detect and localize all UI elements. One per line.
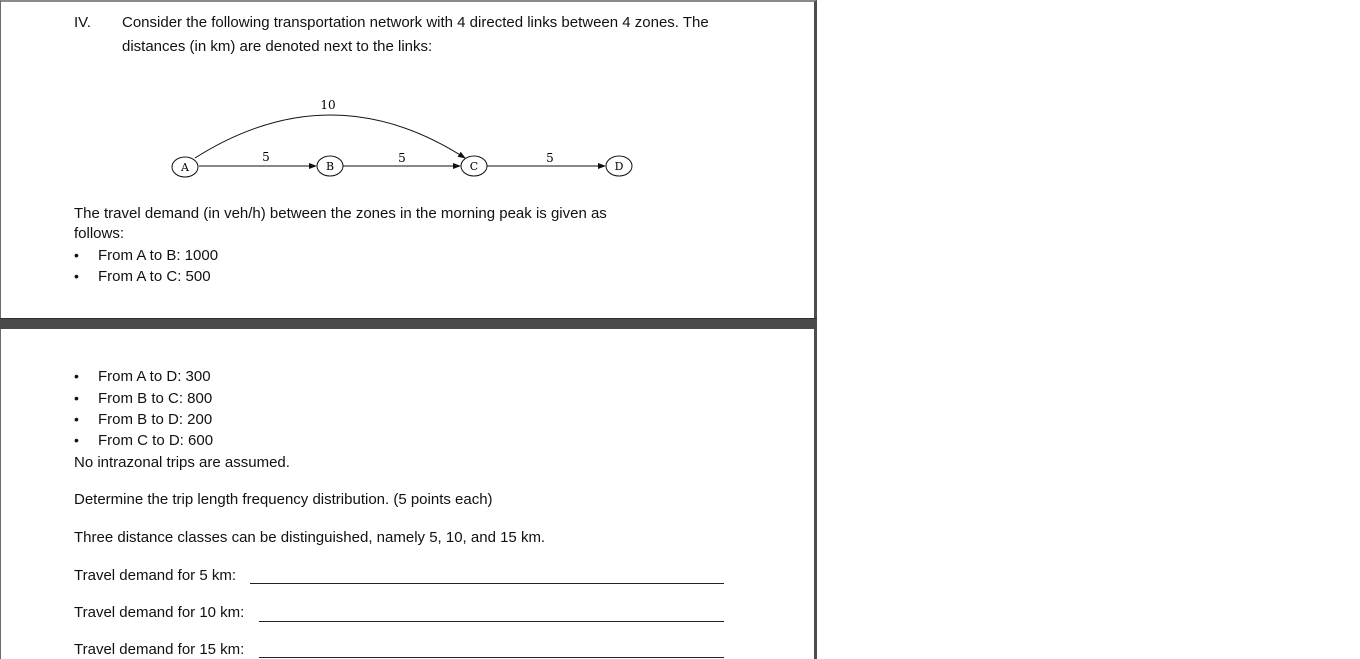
question-text-line-2: distances (in km) are denoted next to the links: (122, 38, 433, 55)
network-diagram (161, 92, 641, 192)
node-b-label: B (325, 160, 335, 173)
demand-item: From C to D: 600 (98, 432, 214, 449)
bullet-icon: • (74, 432, 79, 448)
intrazonal-note: No intrazonal trips are assumed. (74, 454, 290, 471)
page-1 (0, 0, 817, 318)
demand-intro-line-1: The travel demand (in veh/h) between the zones in the morning peak is given as (74, 205, 607, 222)
demand-item: From A to D: 300 (98, 368, 211, 385)
link-a-c-label: 10 (320, 98, 336, 112)
answer-blank-5km[interactable] (250, 583, 724, 584)
bullet-icon: • (74, 411, 79, 427)
link-b-c-label: 5 (398, 151, 406, 165)
bullet-icon: • (74, 268, 79, 284)
answer-label-5km: Travel demand for 5 km: (74, 567, 237, 584)
classes-text: Three distance classes can be distinguished, namely 5, 10, and 15 km. (74, 529, 546, 546)
task-text: Determine the trip length frequency distribution. (5 points each) (74, 491, 493, 508)
answer-label-15km: Travel demand for 15 km: (74, 641, 245, 658)
page-2 (0, 329, 817, 659)
node-d-label: D (614, 160, 624, 173)
bullet-icon: • (74, 390, 79, 406)
link-a-c (195, 115, 465, 158)
answer-blank-10km[interactable] (259, 621, 724, 622)
bullet-icon: • (74, 247, 79, 263)
link-a-b-label: 5 (262, 150, 270, 164)
node-a-label: A (181, 161, 189, 174)
question-text-line-1: Consider the following transportation network with 4 directed links between 4 zones. The (122, 14, 709, 31)
answer-label-10km: Travel demand for 10 km: (74, 604, 245, 621)
demand-intro-line-2: follows: (74, 225, 125, 242)
bullet-icon: • (74, 368, 79, 384)
link-c-d-label: 5 (546, 151, 554, 165)
demand-item: From A to B: 1000 (98, 247, 219, 264)
demand-item: From B to C: 800 (98, 390, 213, 407)
demand-item: From A to C: 500 (98, 268, 211, 285)
node-c-label: C (469, 160, 479, 173)
question-number: IV. (74, 14, 91, 31)
demand-item: From B to D: 200 (98, 411, 213, 428)
answer-blank-15km[interactable] (259, 657, 724, 658)
